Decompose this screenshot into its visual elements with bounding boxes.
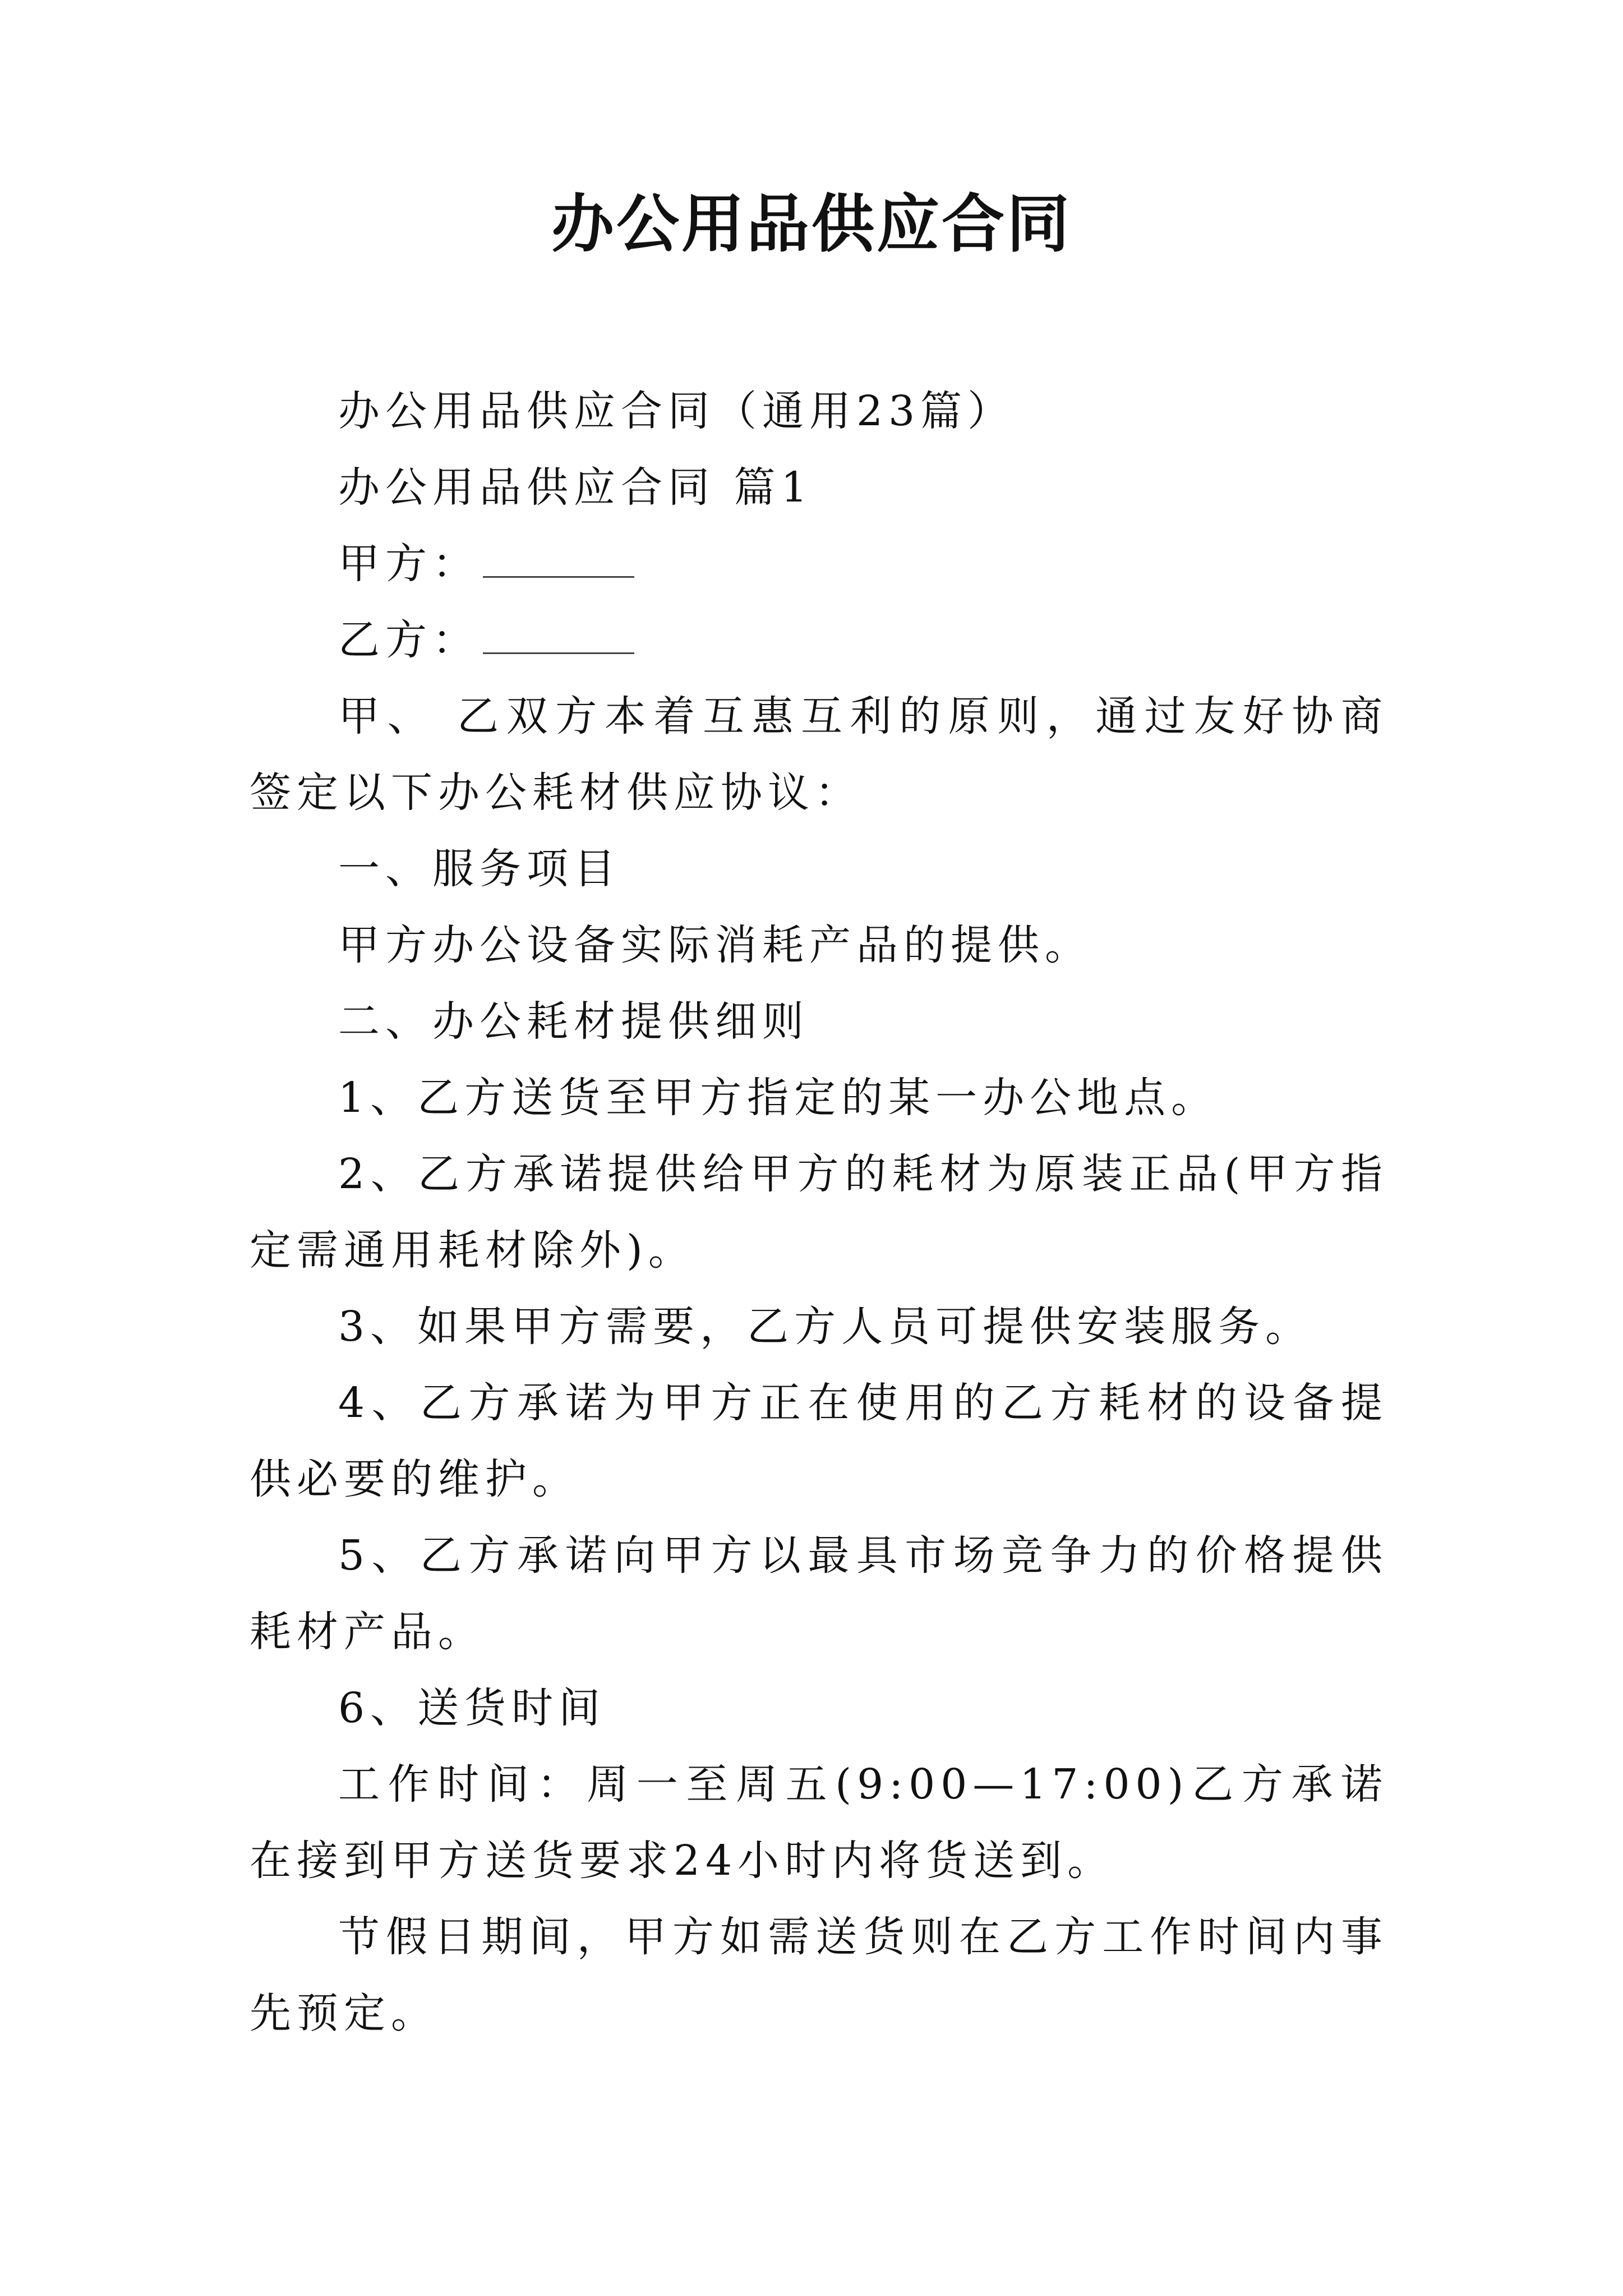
party-a-line (250, 526, 1388, 602)
list-item: 2、乙方承诺提供给甲方的耗材为原装正品(甲方指定需通用耗材除外)。 (250, 1150, 1388, 1274)
subtitle: 办公用品供应合同（通用23篇） (338, 387, 1015, 435)
party-b-blank (483, 650, 634, 654)
party-a-blank (483, 574, 634, 578)
paragraph: 甲方办公设备实际消耗产品的提供。 (338, 921, 1092, 969)
list-item: 4、乙方承诺为甲方正在使用的乙方耗材的设备提供必要的维护。 (250, 1379, 1388, 1503)
party-b-label: 乙方： (338, 616, 479, 664)
list-item: 3、如果甲方需要，乙方人员可提供安装服务。 (338, 1303, 1313, 1351)
paragraph: 甲、 乙双方本着互惠互利的原则，通过友好协商签定以下办公耗材供应协议： (250, 692, 1388, 817)
list-item: 1、乙方送货至甲方指定的某一办公地点。 (338, 1074, 1219, 1122)
document-body (250, 373, 1388, 2051)
party-a-label: 甲方： (338, 540, 479, 588)
list-item: 5、乙方承诺向甲方以最具市场竞争力的价格提供耗材产品。 (250, 1531, 1388, 1656)
list-item: 6、送货时间 (338, 1684, 606, 1732)
paragraph: 工作时间：周一至周五(9:00—17:00)乙方承诺在接到甲方送货要求24小时内将货送到。 (250, 1760, 1388, 1885)
paragraph: 节假日期间，甲方如需送货则在乙方工作时间内事先预定。 (250, 1913, 1388, 2037)
party-b-line (250, 602, 1388, 678)
clause-heading: 二、办公耗材提供细则 (338, 997, 809, 1046)
document-title: 办公用品供应合同 (551, 187, 1072, 261)
clause-heading: 一、服务项目 (338, 845, 621, 893)
section-heading: 办公用品供应合同 篇1 (338, 463, 813, 512)
